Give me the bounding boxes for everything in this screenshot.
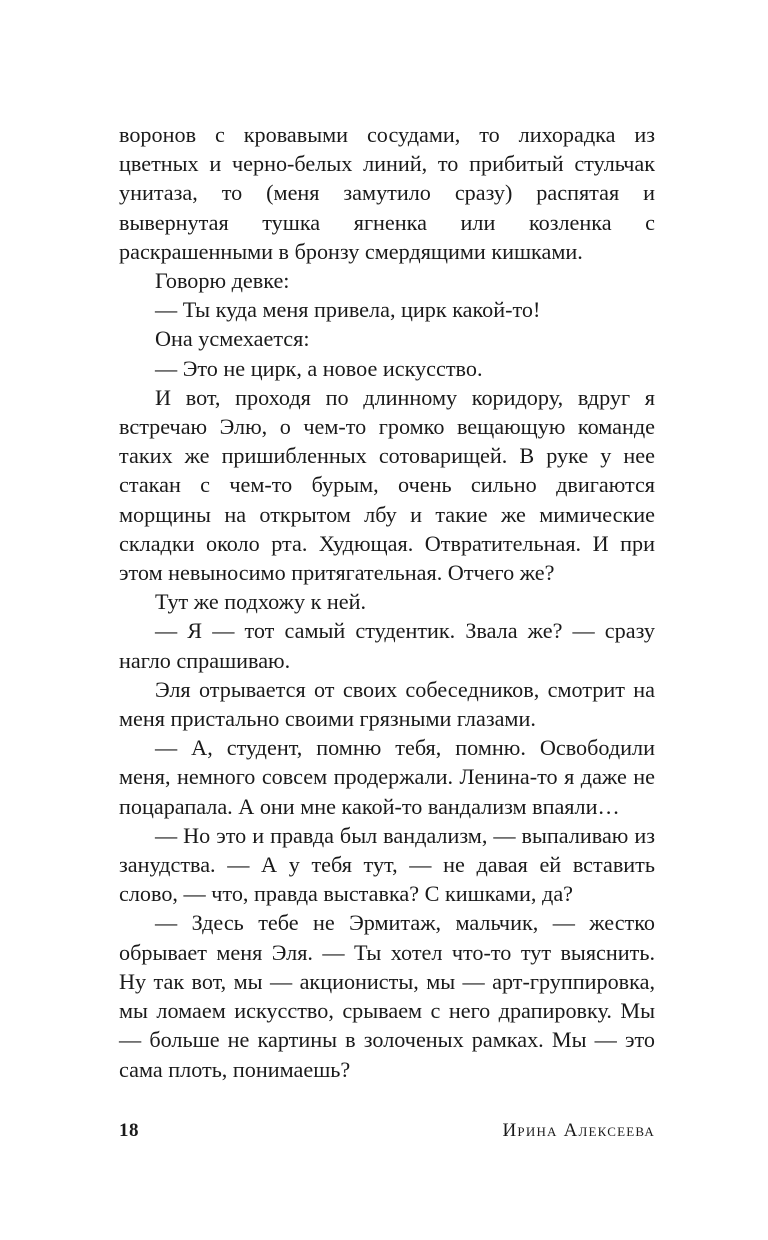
dialogue-line: — Ты куда меня привела, цирк какой-то! — [155, 297, 541, 323]
running-head-author: Ирина Алексеева — [502, 1120, 655, 1141]
page-footer — [119, 1115, 655, 1145]
dialogue-line: — Но это и правда был вандализм, — выпаливаю из занудства. — А у тебя тут, — не давая ей вставить слово, — что, правда выставка? С кишками, да? — [119, 822, 655, 907]
paragraph-continuation: воронов с кровавыми сосудами, то лихорадка из цветных и черно-белых линий, то прибитый стульчак унитаза, то (меня замутило сразу) распятая и вывернутая тушка ягненка или козленка с раскрашенными в бронзу смердящими кишками. — [119, 122, 655, 264]
dialogue-line: — Это не цирк, а новое искусство. — [155, 355, 483, 381]
paragraph: Говорю девке: — [155, 268, 290, 294]
body-text — [119, 120, 655, 1084]
page-number: 18 — [119, 1120, 139, 1141]
paragraph: Она усмехается: — [155, 326, 310, 352]
dialogue-line: — Здесь тебе не Эрмитаж, мальчик, — жестко обрывает меня Эля. — Ты хотел что-то тут выяснить. Ну так вот, мы — акционисты, мы — арт-группировка, мы ломаем искусство, срываем с него драпировку. Мы — больше не картины в золоченых рамках. Мы — это сама плоть, понимаешь? — [119, 910, 655, 1082]
paragraph: И вот, проходя по длинному коридору, вдруг я встречаю Элю, о чем-то громко вещающую команде таких же пришибленных сотоварищей. В руке у нее стакан с чем-то бурым, очень сильно двигаются морщины на открытом лбу и такие же мимические складки около рта. Худющая. Отвратительная. И при этом невыносимо притягательная. Отчего же? — [119, 384, 655, 586]
paragraph: Тут же подхожу к ней. — [155, 589, 367, 615]
dialogue-line: — А, студент, помню тебя, помню. Освободили меня, немного совсем продержали. Ленина-то я даже не поцарапала. А они мне какой-то вандализм впаяли… — [119, 735, 655, 819]
dialogue-line: — Я — тот самый студентик. Звала же? — сразу нагло спрашиваю. — [119, 618, 655, 673]
paragraph: Эля отрывается от своих собеседников, смотрит на меня пристально своими грязными глазами. — [119, 676, 655, 732]
